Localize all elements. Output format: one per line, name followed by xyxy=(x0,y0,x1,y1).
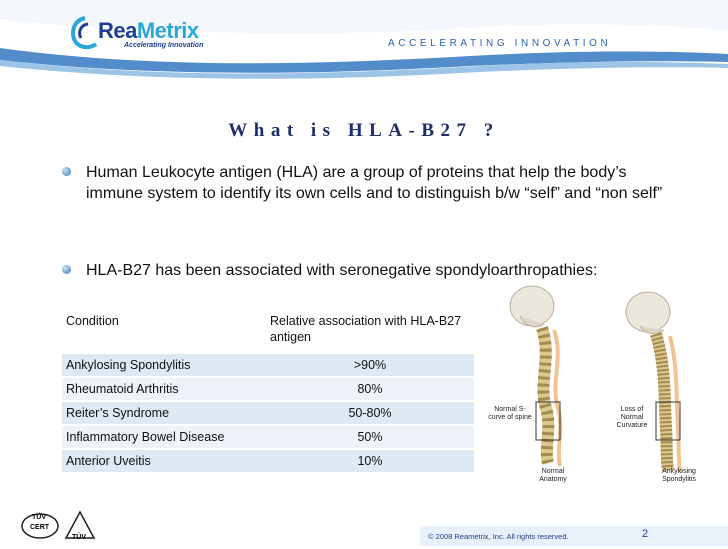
logo-text-main: Rea xyxy=(98,18,137,43)
table-row xyxy=(62,401,474,425)
slide-header xyxy=(0,0,728,80)
footer-copyright: © 2008 Reametrix, Inc. All rights reserved. xyxy=(428,532,569,541)
page-number: 2 xyxy=(642,528,649,540)
table-cell-value: 10% xyxy=(266,449,474,473)
cert-text-tuv: TÜV xyxy=(32,514,46,521)
table-cell-condition: Rheumatoid Arthritis xyxy=(62,377,266,401)
table-row xyxy=(62,425,474,449)
header-tagline: ACCELERATING INNOVATION xyxy=(388,38,612,49)
slide-title: What is HLA-B27 ? xyxy=(228,120,500,141)
table-cell-condition: Reiter’s Syndrome xyxy=(62,401,266,425)
label-normal-curve: Normal S-curve of spine xyxy=(488,406,532,421)
table-cell-condition: Inflammatory Bowel Disease xyxy=(62,425,266,449)
table-row xyxy=(62,377,474,401)
table-cell-value: 50-80% xyxy=(266,401,474,425)
table-cell-value: >90% xyxy=(266,353,474,377)
bullet-text: Human Leukocyte antigen (HLA) are a group of proteins that help the body’s immune system to identify its own cells and to distinguish b/w “self” and “non self” xyxy=(86,164,663,202)
hla-association-table xyxy=(62,308,474,474)
caption-normal-anatomy: Normal Anatomy xyxy=(539,468,567,483)
label-loss-curve: Loss of Normal Curvature xyxy=(616,406,648,429)
cert-text-cert: CERT xyxy=(30,524,50,531)
cert-text-tuv-2: TÜV xyxy=(72,534,86,541)
table-cell-condition: Ankylosing Spondylitis xyxy=(62,353,266,377)
bullet-text: HLA-B27 has been associated with seronegative spondyloarthropathies: xyxy=(86,262,598,279)
reametrix-logo xyxy=(70,14,220,54)
logo-text-accent: Metrix xyxy=(136,18,199,43)
logo-swirl-icon xyxy=(70,16,100,50)
bullet-dot-icon xyxy=(62,167,71,176)
footer-bar xyxy=(0,526,728,546)
table-header-cell: Condition xyxy=(62,308,266,353)
table-cell-condition: Anterior Uveitis xyxy=(62,449,266,473)
table-row xyxy=(62,449,474,473)
tuv-certification-logo xyxy=(18,508,104,544)
spine-illustration xyxy=(480,278,720,493)
bullet-dot-icon xyxy=(62,265,71,274)
table-row xyxy=(62,353,474,377)
caption-ankylosing: Ankylosing Spondylitis xyxy=(662,468,696,483)
logo-wordmark xyxy=(98,18,199,44)
logo-tagline: Accelerating Innovation xyxy=(124,42,204,49)
spine-comparison-figure xyxy=(480,278,720,493)
table-cell-value: 50% xyxy=(266,425,474,449)
table-cell-value: 80% xyxy=(266,377,474,401)
bullet-item xyxy=(62,162,672,228)
table-header-row xyxy=(62,308,474,353)
table-header-cell: Relative association with HLA-B27 antigen xyxy=(266,308,474,353)
